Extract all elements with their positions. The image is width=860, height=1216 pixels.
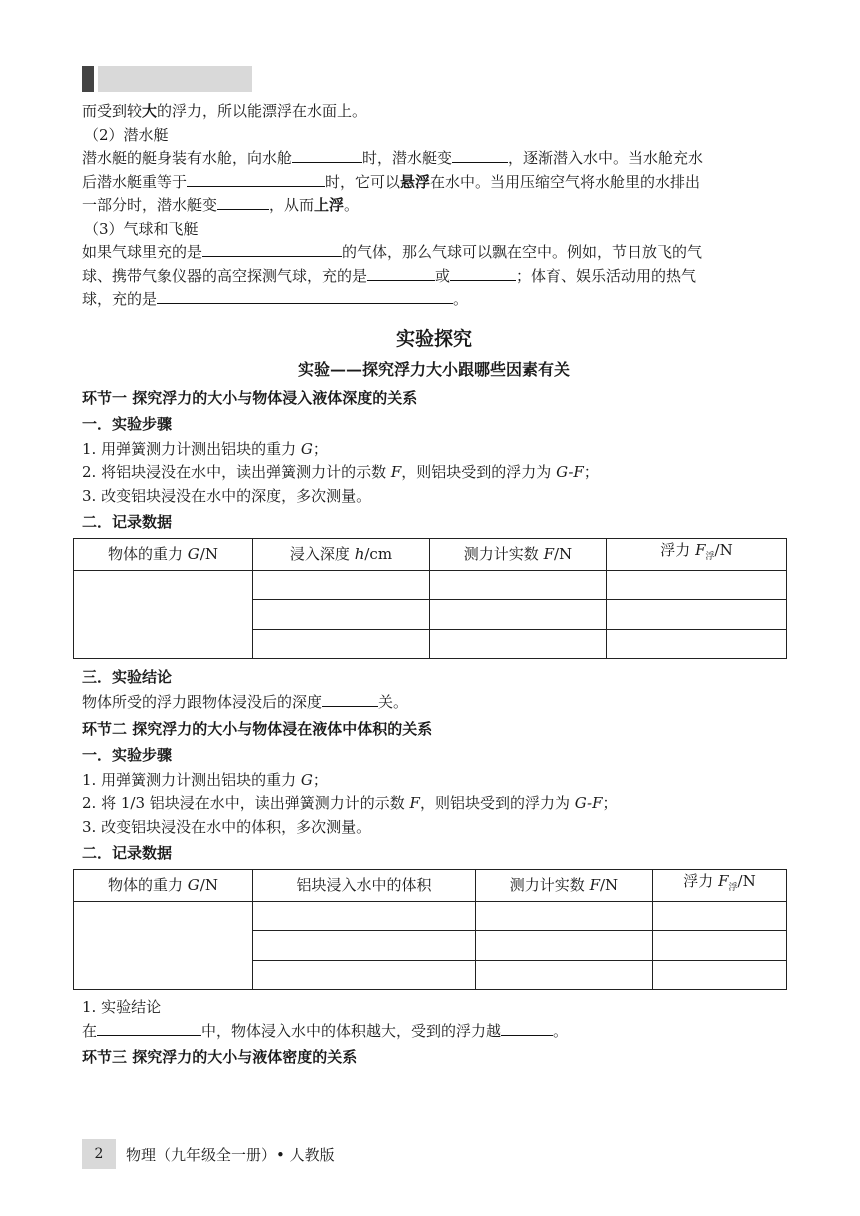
table-cell[interactable] <box>476 960 653 990</box>
header-cell: 测力计实数 F/N <box>430 539 607 571</box>
blank[interactable] <box>452 147 508 163</box>
table-cell[interactable] <box>74 901 253 990</box>
header-cell: 物体的重力 G/N <box>74 539 253 571</box>
table-row <box>74 901 787 931</box>
table-cell[interactable] <box>653 931 787 961</box>
table-cell[interactable] <box>253 600 430 630</box>
footer-text: 物理（九年级全一册）• 人教版 <box>126 1145 335 1164</box>
section-title: 实验探究 <box>395 327 472 350</box>
part1-step3: 3. 改变铝块浸没在水中的深度，多次测量。 <box>82 486 372 505</box>
header-gray-bar <box>98 66 252 92</box>
blank[interactable] <box>187 171 325 187</box>
part2-steps-title: 一．实验步骤 <box>82 745 173 764</box>
header-dark-bar <box>82 66 94 92</box>
table-cell[interactable] <box>74 570 253 659</box>
page-footer <box>82 1139 335 1169</box>
subsection-balloon-title: （3）气球和飞艇 <box>84 219 199 238</box>
balloon-paragraph: 如果气球里充的是 的气体，那么气球可以飘在空中。例如，节日放飞的气 球、携带气象仪器的高空探测气球，充的是 或 ；体育、娱乐活动用的热气 球，充的是 。 <box>82 243 703 308</box>
header-cell: 浮力 $F_浮/N$ <box>607 539 787 571</box>
header-cell: 浮力 $F_浮/N$ <box>653 870 787 902</box>
table-cell[interactable] <box>476 901 653 931</box>
table-cell[interactable] <box>607 570 787 600</box>
blank[interactable] <box>450 265 516 281</box>
header-cell: 浸入深度 h/cm <box>253 539 430 571</box>
table-cell[interactable] <box>653 901 787 931</box>
part1-steps-title: 一．实验步骤 <box>82 414 173 433</box>
table-header-row <box>74 870 787 902</box>
part1-conclusion-title: 三．实验结论 <box>82 668 173 686</box>
blank[interactable] <box>367 265 435 281</box>
table-cell[interactable] <box>607 600 787 630</box>
part2-record-title: 二．记录数据 <box>82 844 173 862</box>
blank[interactable] <box>292 147 362 163</box>
part1-step1: 1. 用弹簧测力计测出铝块的重力 G； <box>82 439 328 458</box>
blank[interactable] <box>202 241 342 257</box>
part1-record-title: 二．记录数据 <box>82 513 173 531</box>
experiment-title: 实验——探究浮力大小跟哪些因素有关 <box>297 359 570 379</box>
part2-step1: 1. 用弹簧测力计测出铝块的重力 G； <box>82 770 328 789</box>
blank[interactable] <box>97 1020 201 1036</box>
intro-paragraph: 而受到较大的浮力，所以能漂浮在水面上。 <box>82 102 368 120</box>
table-cell[interactable] <box>430 629 607 659</box>
header-cell: 铝块浸入水中的体积 <box>253 870 476 902</box>
blank[interactable] <box>322 691 378 707</box>
blank[interactable] <box>501 1020 553 1036</box>
table-cell[interactable] <box>253 570 430 600</box>
part1-data-table <box>73 538 787 659</box>
table-cell[interactable] <box>430 570 607 600</box>
table-row <box>74 570 787 600</box>
subsection-submarine-title: （2）潜水艇 <box>84 125 169 144</box>
page-number: 2 <box>82 1139 116 1169</box>
header-cell: 物体的重力 G/N <box>74 870 253 902</box>
part2-data-table <box>73 869 787 990</box>
table-header-row <box>74 539 787 571</box>
part2-title: 环节二 探究浮力的大小与物体浸在液体中体积的关系 <box>82 719 433 738</box>
table-cell[interactable] <box>607 629 787 659</box>
part2-step2: 2. 将 1/3 铝块浸在水中，读出弹簧测力计的示数 F，则铝块受到的浮力为 G-F； <box>82 794 618 812</box>
table-cell[interactable] <box>253 629 430 659</box>
header-cell: 测力计实数 F/N <box>476 870 653 902</box>
blank[interactable] <box>157 288 453 304</box>
table-cell[interactable] <box>476 931 653 961</box>
part1-step2: 2. 将铝块浸没在水中，读出弹簧测力计的示数 F，则铝块受到的浮力为 G-F； <box>82 463 599 481</box>
table-cell[interactable] <box>653 960 787 990</box>
part1-conclusion: 物体所受的浮力跟物体浸没后的深度 关。 <box>82 693 409 711</box>
table-cell[interactable] <box>253 901 476 931</box>
part2-conclusion: 在 中，物体浸入水中的体积越大，受到的浮力越 。 <box>82 1021 569 1040</box>
blank[interactable] <box>217 194 269 210</box>
table-cell[interactable] <box>253 960 476 990</box>
part3-title: 环节三 探究浮力的大小与液体密度的关系 <box>82 1048 358 1066</box>
part1-title: 环节一 探究浮力的大小与物体浸入液体深度的关系 <box>82 388 418 407</box>
part2-step3: 3. 改变铝块浸没在水中的体积，多次测量。 <box>82 817 372 836</box>
part2-conclusion-title: 1. 实验结论 <box>82 998 162 1016</box>
table-cell[interactable] <box>430 600 607 630</box>
submarine-paragraph: 潜水艇的艇身装有水舱，向水舱 时，潜水艇变 ，逐渐潜入水中。当水舱充水 后潜水艇重等于 时，它可以悬浮在水中。当用压缩空气将水舱里的水排出 一部分时，潜水艇变 ，从而上浮。 <box>82 149 704 214</box>
table-cell[interactable] <box>253 931 476 961</box>
page-content <box>82 100 786 1071</box>
